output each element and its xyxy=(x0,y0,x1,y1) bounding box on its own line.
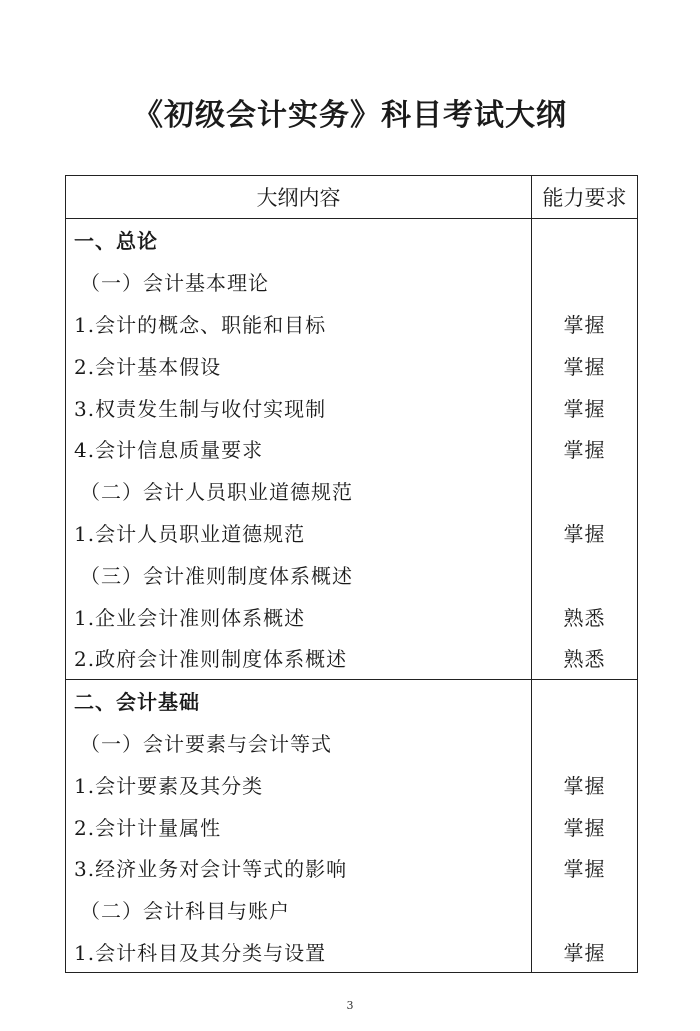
subsection-row xyxy=(66,470,638,512)
table-row xyxy=(66,847,638,889)
ability-level xyxy=(532,553,638,595)
outline-item: 1.会计的概念、职能和目标 xyxy=(66,303,532,345)
table-row xyxy=(66,344,638,386)
header-ability-requirement: 能力要求 xyxy=(532,176,638,219)
table-row xyxy=(66,428,638,470)
ability-level: 掌握 xyxy=(532,344,638,386)
table-row xyxy=(66,512,638,554)
section-row xyxy=(66,219,638,261)
table-row xyxy=(66,763,638,805)
ability-level: 熟悉 xyxy=(532,637,638,679)
page-number: 3 xyxy=(346,999,354,1012)
ability-level: 掌握 xyxy=(532,512,638,554)
outline-item: 2.政府会计准则制度体系概述 xyxy=(66,637,532,679)
subsection-heading: （二）会计科目与账户 xyxy=(66,889,532,931)
ability-level: 掌握 xyxy=(532,931,638,973)
ability-level: 掌握 xyxy=(532,847,638,889)
subsection-row xyxy=(66,261,638,303)
outline-item: 3.经济业务对会计等式的影响 xyxy=(66,847,532,889)
document-title: 《初级会计实务》科目考试大纲 xyxy=(133,98,567,133)
ability-level xyxy=(532,679,638,721)
outline-item: 2.会计计量属性 xyxy=(66,805,532,847)
section-row xyxy=(66,679,638,721)
table-row xyxy=(66,386,638,428)
ability-level: 熟悉 xyxy=(532,595,638,637)
ability-level: 掌握 xyxy=(532,428,638,470)
subsection-heading: （一）会计要素与会计等式 xyxy=(66,722,532,764)
table-row xyxy=(66,931,638,973)
ability-level xyxy=(532,219,638,261)
subsection-heading: （二）会计人员职业道德规范 xyxy=(66,470,532,512)
table-row xyxy=(66,805,638,847)
ability-level: 掌握 xyxy=(532,303,638,345)
subsection-row xyxy=(66,722,638,764)
outline-item: 2.会计基本假设 xyxy=(66,344,532,386)
ability-level: 掌握 xyxy=(532,763,638,805)
section-heading: 二、会计基础 xyxy=(66,679,532,721)
outline-item: 1.会计科目及其分类与设置 xyxy=(66,931,532,973)
header-outline-content: 大纲内容 xyxy=(66,176,532,219)
subsection-row xyxy=(66,553,638,595)
ability-level xyxy=(532,261,638,303)
table-header-row xyxy=(66,176,638,219)
outline-item: 1.会计要素及其分类 xyxy=(66,763,532,805)
subsection-heading: （三）会计准则制度体系概述 xyxy=(66,553,532,595)
ability-level xyxy=(532,722,638,764)
syllabus-table xyxy=(65,175,638,973)
ability-level xyxy=(532,889,638,931)
outline-item: 1.企业会计准则体系概述 xyxy=(66,595,532,637)
table-body xyxy=(66,219,638,973)
subsection-heading: （一）会计基本理论 xyxy=(66,261,532,303)
ability-level: 掌握 xyxy=(532,805,638,847)
table-row xyxy=(66,595,638,637)
outline-item: 1.会计人员职业道德规范 xyxy=(66,512,532,554)
outline-item: 4.会计信息质量要求 xyxy=(66,428,532,470)
ability-level: 掌握 xyxy=(532,386,638,428)
table-row xyxy=(66,303,638,345)
outline-item: 3.权责发生制与收付实现制 xyxy=(66,386,532,428)
subsection-row xyxy=(66,889,638,931)
section-heading: 一、总论 xyxy=(66,219,532,261)
table-row xyxy=(66,637,638,679)
ability-level xyxy=(532,470,638,512)
